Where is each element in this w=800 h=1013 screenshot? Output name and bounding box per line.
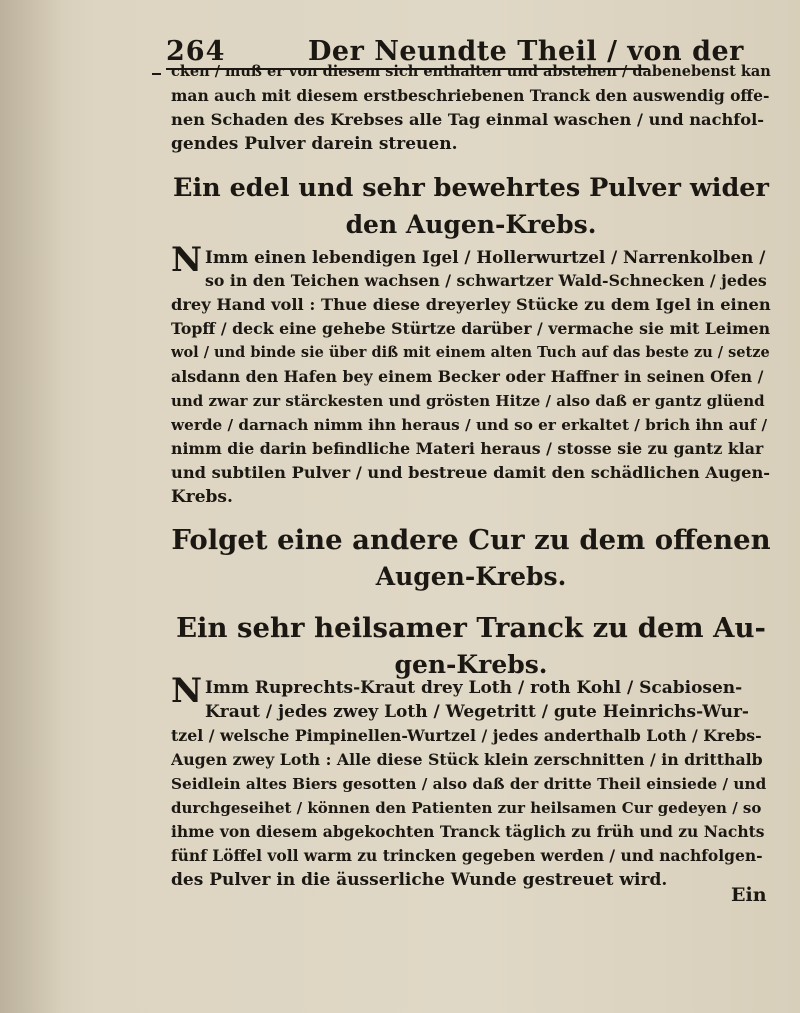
heading-line: Augen-Krebs. bbox=[375, 562, 567, 591]
text-line: ihme von diesem abgekochten Tranck täglich zu früh und zu Nachts bbox=[171, 822, 765, 841]
text-line: man auch mit diesem erstbeschriebenen Tranck den auswendig offe- bbox=[171, 86, 770, 105]
text-line: cken / muß er von diesem sich enthalten und abstehen / dabenebenst kan bbox=[171, 63, 771, 80]
text-line: Krebs. bbox=[171, 487, 233, 507]
section-heading-other-cure bbox=[171, 520, 771, 594]
heading-line: den Augen-Krebs. bbox=[345, 210, 597, 239]
page-number: 264 bbox=[166, 36, 226, 67]
text-line: Augen zwey Loth : Alle diese Stück klein zerschnitten / in dritthalb bbox=[171, 750, 763, 769]
paragraph-continued bbox=[171, 60, 771, 156]
text-line: Seidlein altes Biers gesotten / also daß der dritte Theil einsiede / und bbox=[171, 775, 767, 793]
text-line: des Pulver in die äusserliche Wunde gestreuet wird. bbox=[171, 870, 668, 890]
text-line: Imm einen lebendigen Igel / Hollerwurtzel / Narrenkolben / bbox=[205, 247, 766, 267]
text-line: wol / und binde sie über diß mit einem alten Tuch auf das beste zu / setze bbox=[171, 344, 770, 361]
catchword: Ein bbox=[731, 884, 767, 906]
page-fold-shadow bbox=[0, 0, 60, 1013]
text-line: und zwar zur stärckesten und grösten Hitze / also daß er gantz glüend bbox=[171, 392, 765, 410]
heading-line: Ein sehr heilsamer Tranck zu dem Au- bbox=[176, 612, 766, 644]
paragraph-powder-recipe bbox=[171, 240, 771, 509]
drop-initial: N bbox=[171, 671, 203, 711]
drop-initial: N bbox=[171, 240, 203, 280]
text-line: gendes Pulver darein streuen. bbox=[171, 134, 458, 154]
text-line: Kraut / jedes zwey Loth / Wegetritt / gute Heinrichs-Wur- bbox=[205, 702, 749, 722]
text-line: und subtilen Pulver / und bestreue damit den schädlichen Augen- bbox=[171, 463, 771, 482]
text-line: Topff / deck eine gehebe Stürtze darüber / vermache sie mit Leimen bbox=[171, 319, 771, 338]
text-line: fünf Löffel voll warm zu trincken gegeben werden / und nachfolgen- bbox=[171, 846, 763, 865]
text-line: drey Hand voll : Thue diese dreyerley Stücke zu dem Igel in einen bbox=[171, 295, 771, 314]
paragraph-drink-recipe bbox=[171, 671, 771, 892]
section-heading-drink bbox=[171, 608, 771, 682]
heading-line: Ein edel und sehr bewehrtes Pulver wider bbox=[173, 173, 769, 203]
header-title: Der Neundte Theil / von der bbox=[308, 36, 744, 67]
text-line: Imm Ruprechts-Kraut drey Loth / roth Kohl / Scabiosen- bbox=[205, 678, 743, 698]
text-line: so in den Teichen wachsen / schwartzer Wald-Schnecken / jedes bbox=[205, 271, 767, 290]
text-line: alsdann den Hafen bey einem Becker oder Haffner in seinen Ofen / bbox=[171, 367, 764, 386]
heading-line: gen-Krebs. bbox=[394, 650, 548, 679]
text-line: tzel / welsche Pimpinellen-Wurtzel / jedes anderthalb Loth / Krebs- bbox=[171, 726, 762, 745]
section-heading-powder bbox=[171, 168, 771, 242]
margin-dash bbox=[152, 73, 161, 75]
heading-line: Folget eine andere Cur zu dem offenen bbox=[171, 524, 771, 556]
text-line: nimm die darin befindliche Materi heraus / stosse sie zu gantz klar bbox=[171, 439, 764, 458]
text-line: durchgeseihet / können den Patienten zur heilsamen Cur gedeyen / so bbox=[171, 799, 762, 817]
text-line: nen Schaden des Krebses alle Tag einmal waschen / und nachfol- bbox=[171, 110, 765, 129]
text-line: werde / darnach nimm ihn heraus / und so er erkaltet / brich ihn auf / bbox=[171, 416, 768, 434]
